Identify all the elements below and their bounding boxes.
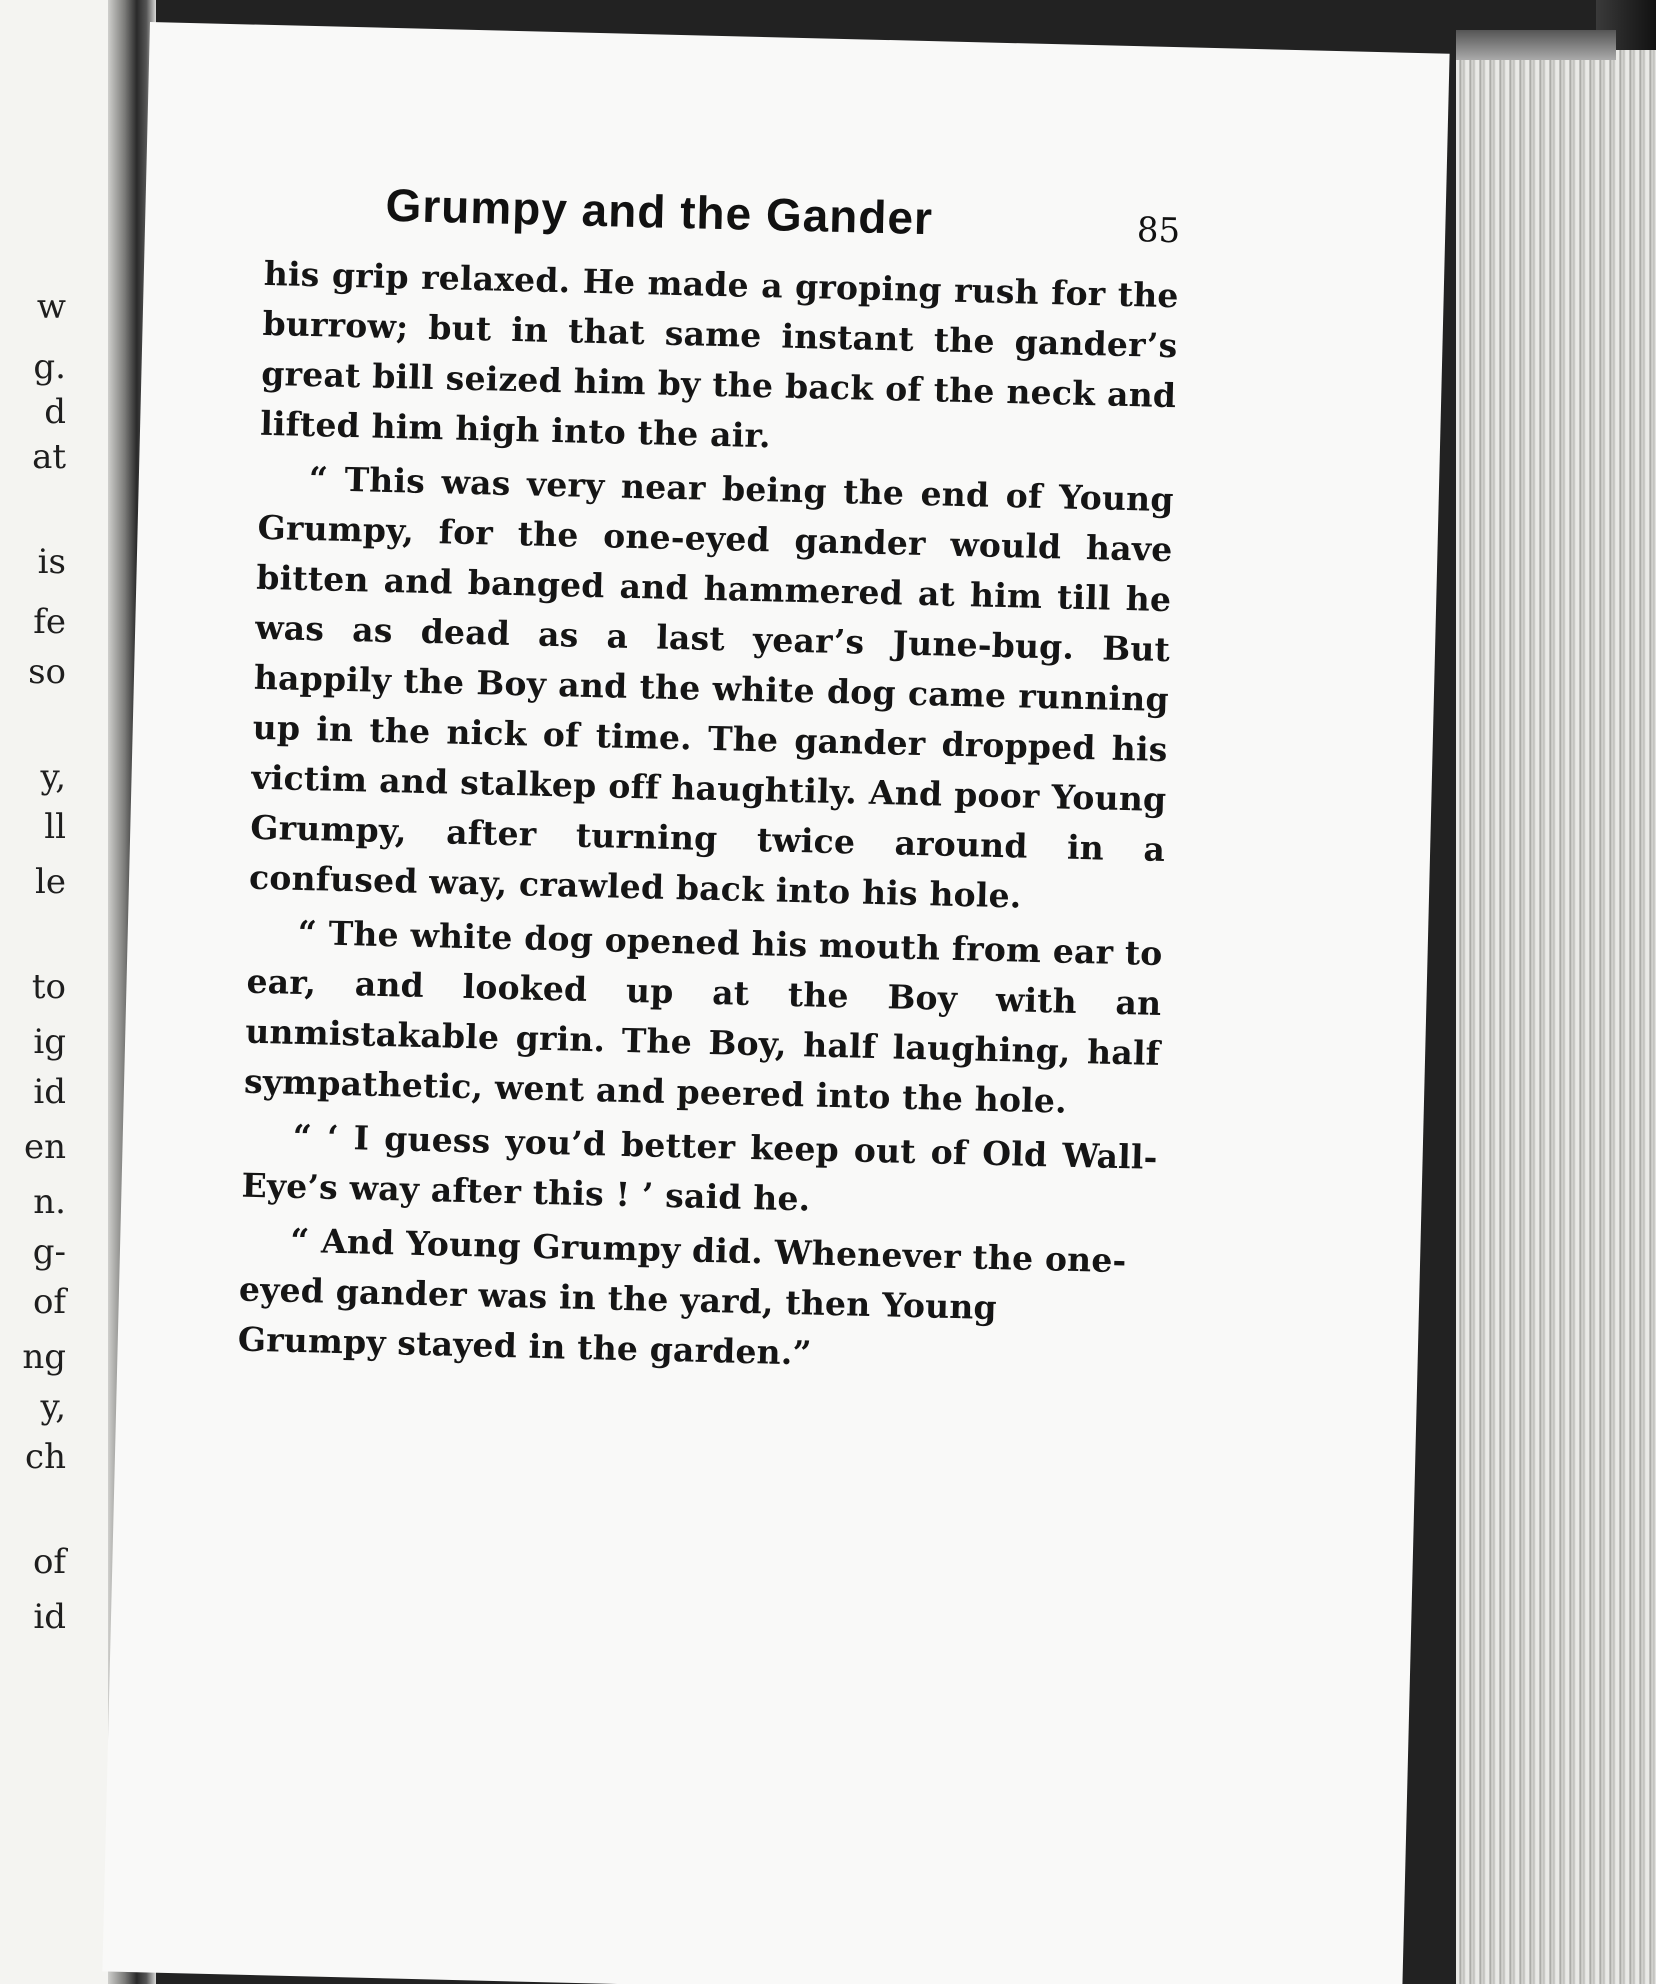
page-text-block xyxy=(237,175,1181,1391)
left-fragment: to xyxy=(31,967,66,1007)
left-fragment: en xyxy=(23,1127,66,1167)
left-fragment: g- xyxy=(32,1232,66,1272)
left-fragment: ig xyxy=(33,1022,66,1062)
left-fragment: ch xyxy=(25,1437,66,1477)
paragraph: “ ‘ I guess you’d better keep out of Old Wall-Eye’s way after this ! ’ said he. xyxy=(241,1116,1159,1219)
left-fragment: n. xyxy=(33,1182,66,1222)
left-fragment: at xyxy=(32,437,66,477)
left-fragment: ll xyxy=(44,807,66,847)
left-fragment: ng xyxy=(22,1337,66,1377)
right-page xyxy=(102,22,1449,1984)
left-fragment: d xyxy=(44,392,66,432)
paragraph: “ And Young Grumpy did. Whenever the one-eyed gander was in the yard, then Young Grumpy stayed in the garden.” xyxy=(237,1220,1127,1373)
left-fragment: le xyxy=(35,862,66,902)
left-fragment: id xyxy=(33,1072,66,1112)
left-fragment: fe xyxy=(33,602,66,642)
left-fragment: of xyxy=(32,1542,66,1582)
left-fragment: id xyxy=(33,1597,66,1637)
paragraph: “ This was very near being the end of Young Grumpy, for the one-eyed gander would have bitten and banged and hammered at him till he was as dead as a last year’s June-bug. But happily the Boy and the white dog came running up in the nick of time. The gander dropped his victim and stalkep off haughtily. And poor Young Grumpy, after turning twice around in a confused way, crawled back into his hole. xyxy=(248,459,1175,916)
paragraph: his grip relaxed. He made a groping rush for the burrow; but in that same instant the gander’s great bill seized him by the back of the neck and lifted him high into the air. xyxy=(259,253,1180,456)
page-number: 85 xyxy=(1136,210,1181,252)
running-head xyxy=(265,175,1181,257)
left-fragment: y, xyxy=(40,1387,66,1427)
page-edges-top xyxy=(1456,30,1616,60)
left-page-text-fragments xyxy=(0,0,70,1984)
left-fragment: so xyxy=(28,652,66,692)
left-fragment: g. xyxy=(33,347,66,387)
running-title: Grumpy and the Gander xyxy=(384,178,934,245)
left-fragment: w xyxy=(36,287,66,327)
left-fragment: is xyxy=(37,542,66,582)
paragraph: “ The white dog opened his mouth from ear to ear, and looked up at the Boy with an unmistakable grin. The Boy, half laughing, half sympathetic, went and peered into the hole. xyxy=(243,912,1164,1121)
left-fragment: of xyxy=(32,1282,66,1322)
left-fragment: y, xyxy=(40,757,66,797)
page-edges xyxy=(1456,50,1656,1984)
